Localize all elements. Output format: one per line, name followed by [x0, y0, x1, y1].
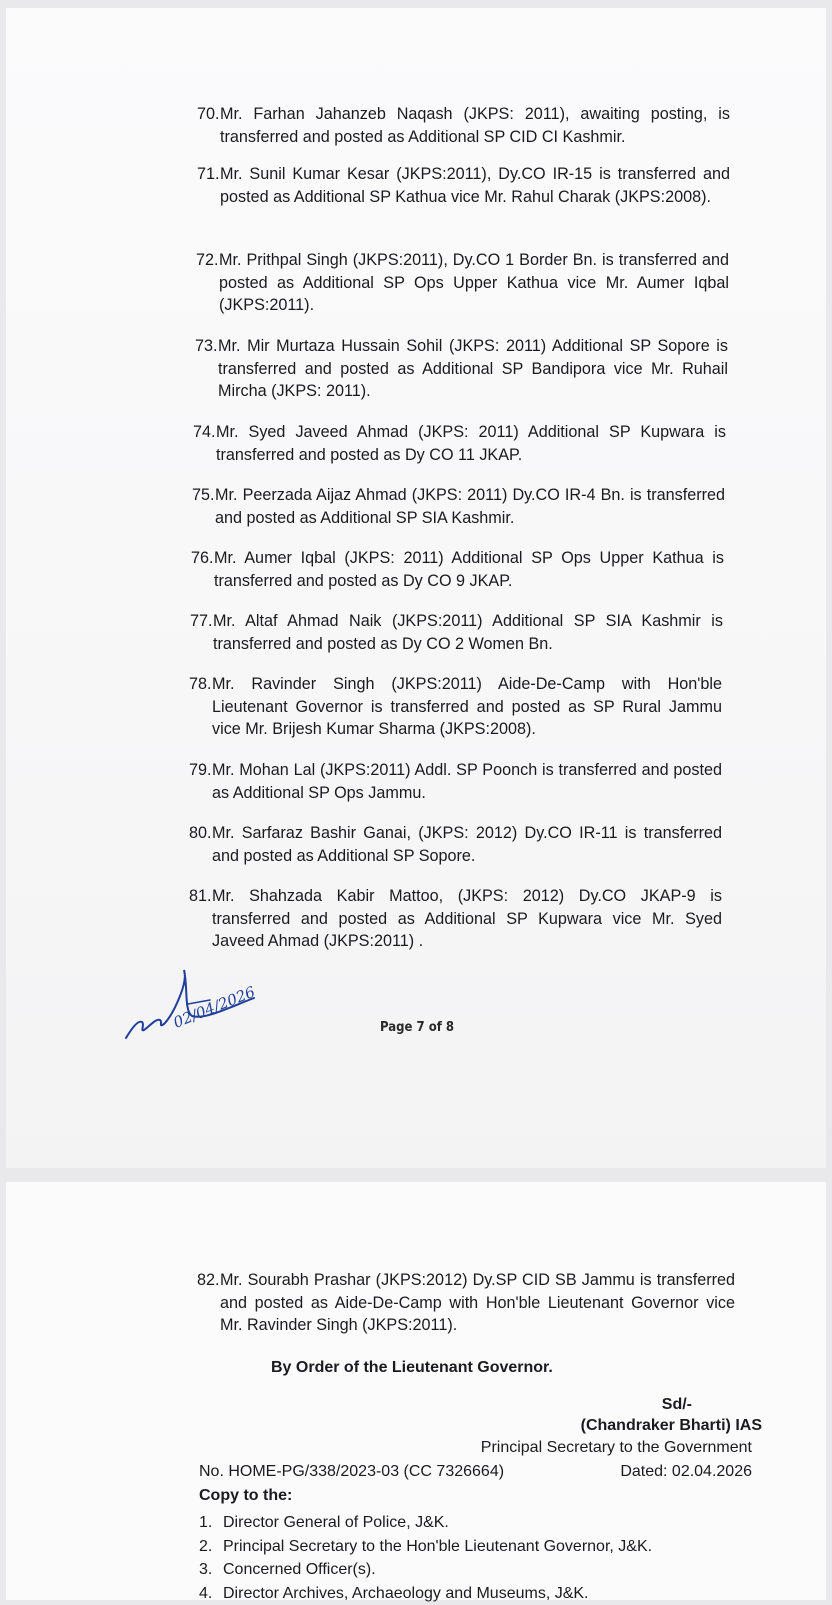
- item-text: Mr. Syed Javeed Ahmad (JKPS: 2011) Additional SP Kupwara is transferred and posted as Dy CO 11 JKAP.: [216, 421, 726, 466]
- reference-number: No. HOME-PG/338/2023-03 (CC 7326664): [199, 1463, 504, 1481]
- copy-list-text: Director Archives, Archaeology and Museums, J&K.: [223, 1585, 589, 1602]
- signature-date: 02/04/2026: [171, 982, 258, 1031]
- page-current: 7: [417, 1020, 425, 1035]
- item-number: 82.: [197, 1269, 220, 1292]
- item-number: 74.: [193, 421, 216, 444]
- item-text: Mr. Shahzada Kabir Mattoo, (JKPS: 2012) Dy.CO JKAP-9 is transferred and posted as Additional SP Kupwara vice Mr. Syed Javeed Ahmad (JKPS:2011) .: [212, 885, 722, 953]
- item-number: 80.: [189, 822, 212, 845]
- item-number: 73.: [195, 335, 218, 358]
- signatory-designation: Principal Secretary to the Government: [481, 1439, 752, 1457]
- item-number: 79.: [189, 759, 212, 782]
- item-text: Mr. Altaf Ahmad Naik (JKPS:2011) Additional SP SIA Kashmir is transferred and posted as Dy CO 2 Women Bn.: [213, 610, 723, 655]
- sd-mark: Sd/-: [662, 1396, 692, 1414]
- copy-list-item: [199, 1582, 652, 1605]
- item-text: Mr. Ravinder Singh (JKPS:2011) Aide-De-Camp with Hon'ble Lieutenant Governor is transferred and posted as SP Rural Jammu vice Mr. Brijesh Kumar Sharma (JKPS:2008).: [212, 673, 722, 741]
- item-number: 78.: [189, 673, 212, 696]
- item-number: 75.: [192, 484, 215, 507]
- copy-list-item: [199, 1511, 652, 1535]
- item-number: 72.: [196, 249, 219, 272]
- item-text: Mr. Sunil Kumar Kesar (JKPS:2011), Dy.CO IR-15 is transferred and posted as Additional SP Kathua vice Mr. Rahul Charak (JKPS:2008).: [220, 163, 730, 208]
- copy-list-item: [199, 1535, 652, 1559]
- item-text: Mr. Sourabh Prashar (JKPS:2012) Dy.SP CID SB Jammu is transferred and posted as Aide-De-Camp with Hon'ble Lieutenant Governor vice Mr. Ravinder Singh (JKPS:2011).: [220, 1269, 735, 1337]
- copy-list-text: Concerned Officer(s).: [223, 1561, 376, 1578]
- copy-list: [199, 1511, 652, 1605]
- item-text: Mr. Mohan Lal (JKPS:2011) Addl. SP Poonch is transferred and posted as Additional SP Ops Jammu.: [212, 759, 722, 804]
- copy-to-heading: Copy to the:: [199, 1487, 292, 1505]
- item-number: 71.: [197, 163, 220, 186]
- dated: Dated: 02.04.2026: [620, 1463, 752, 1481]
- page-of: of: [429, 1020, 442, 1035]
- item-text: Mr. Prithpal Singh (JKPS:2011), Dy.CO 1 Border Bn. is transferred and posted as Additional SP Ops Upper Kathua vice Mr. Aumer Iqbal (JKPS:2011).: [219, 249, 729, 317]
- copy-list-text: Director General of Police, J&K.: [223, 1514, 449, 1531]
- item-text: Mr. Sarfaraz Bashir Ganai, (JKPS: 2012) Dy.CO IR-11 is transferred and posted as Additional SP Sopore.: [212, 822, 722, 867]
- handwritten-signature: [118, 958, 278, 1048]
- item-text: Mr. Aumer Iqbal (JKPS: 2011) Additional SP Ops Upper Kathua is transferred and posted as Dy CO 9 JKAP.: [214, 547, 724, 592]
- copy-list-number: 4.: [199, 1582, 223, 1605]
- copy-list-number: 3.: [199, 1558, 223, 1582]
- page-total: 8: [446, 1020, 454, 1035]
- order-line: By Order of the Lieutenant Governor.: [271, 1359, 553, 1377]
- copy-list-item: [199, 1558, 652, 1582]
- copy-list-number: 1.: [199, 1511, 223, 1535]
- item-number: 77.: [190, 610, 213, 633]
- copy-list-number: 2.: [199, 1535, 223, 1559]
- page-number: [380, 1020, 454, 1035]
- page-label: Page: [380, 1020, 412, 1035]
- item-number: 76.: [191, 547, 214, 570]
- copy-list-text: Principal Secretary to the Hon'ble Lieutenant Governor, J&K.: [223, 1538, 652, 1555]
- signatory-name: (Chandraker Bharti) IAS: [581, 1417, 762, 1435]
- item-number: 81.: [189, 885, 212, 908]
- item-text: Mr. Farhan Jahanzeb Naqash (JKPS: 2011), awaiting posting, is transferred and posted as Additional SP CID CI Kashmir.: [220, 103, 730, 148]
- item-number: 70.: [197, 103, 220, 126]
- item-text: Mr. Peerzada Aijaz Ahmad (JKPS: 2011) Dy.CO IR-4 Bn. is transferred and posted as Additional SP SIA Kashmir.: [215, 484, 725, 529]
- item-text: Mr. Mir Murtaza Hussain Sohil (JKPS: 2011) Additional SP Sopore is transferred and posted as Additional SP Bandipora vice Mr. Ruhail Mircha (JKPS: 2011).: [218, 335, 728, 403]
